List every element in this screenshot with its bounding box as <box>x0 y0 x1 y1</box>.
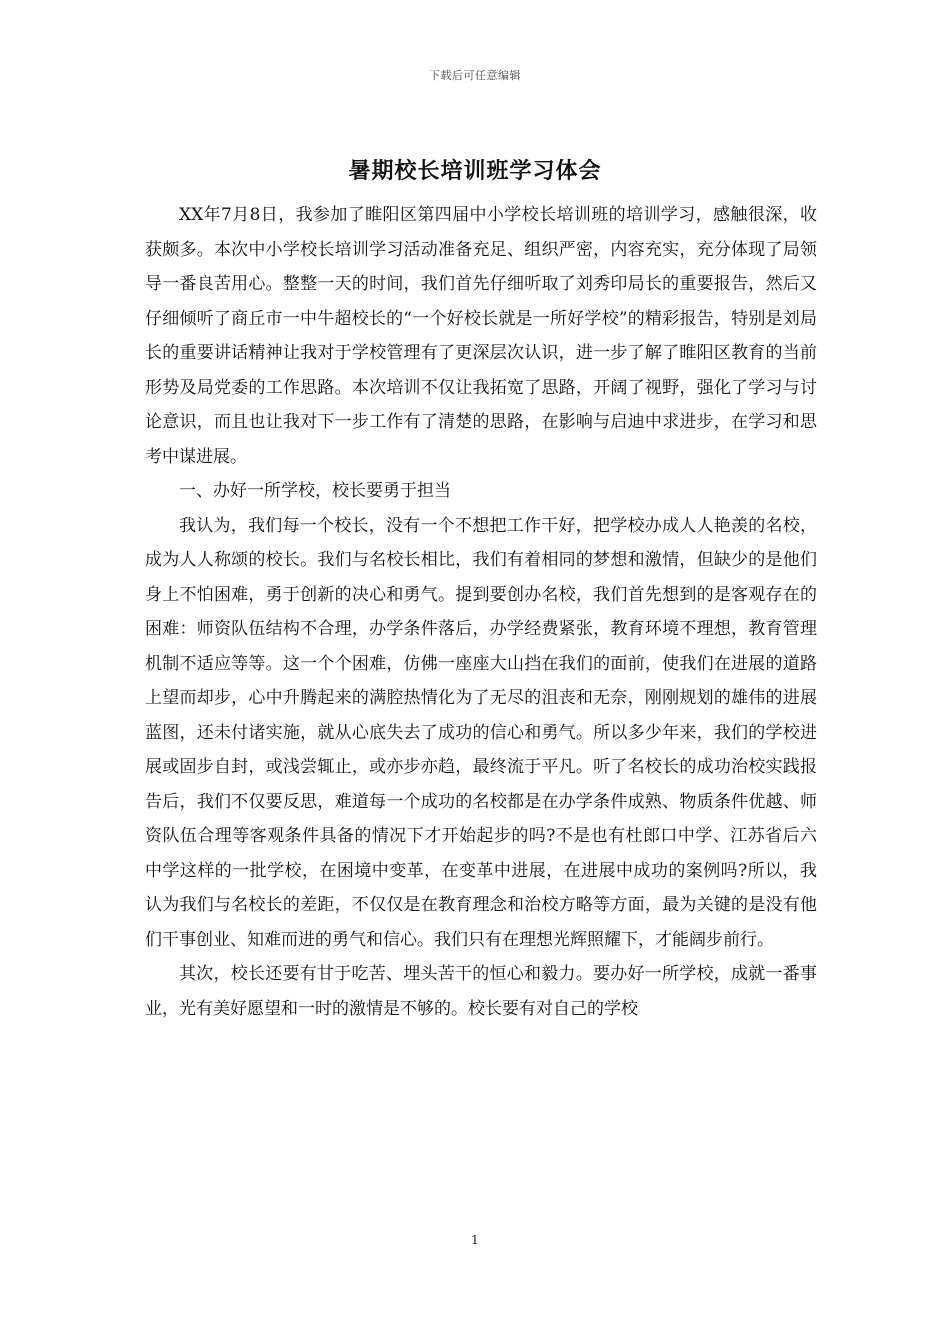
body-paragraph: 其次，校长还要有甘于吃苦、埋头苦干的恒心和毅力。要办好一所学校，成就一番事业，光有美好愿望和一时的激情是不够的。校长要有对自己的学校 <box>145 964 817 1019</box>
document-body <box>145 198 817 1026</box>
body-paragraph: XX年7月8日，我参加了睢阳区第四届中小学校长培训班的培训学习，感触很深，收获颇多。本次中小学校长培训学习活动准备充足、组织严密，内容充实，充分体现了局领导一番良苦用心。整整一天的时间，我们首先仔细听取了刘秀印局长的重要报告，然后又仔细倾听了商丘市一中牛超校长的“一个好校长就是一所好学校”的精彩报告，特别是刘局长的重要讲话精神让我对于学校管理有了更深层次认识，进一步了解了睢阳区教育的当前形势及局党委的工作思路。本次培训不仅让我拓宽了思路，开阔了视野，强化了学习与讨论意识，而且也让我对下一步工作有了清楚的思路，在影响与启迪中求进步，在学习和思考中谋进展。 <box>145 205 817 467</box>
body-paragraph: 我认为，我们每一个校长，没有一个不想把工作干好，把学校办成人人艳羡的名校，成为人人称颂的校长。我们与名校长相比，我们有着相同的梦想和激情，但缺少的是他们身上不怕困难，勇于创新的决心和勇气。提到要创办名校，我们首先想到的是客观存在的困难：师资队伍结构不合理，办学条件落后，办学经费紧张，教育环境不理想，教育管理机制不适应等等。这一个个困难，仿佛一座座大山挡在我们的面前，使我们在进展的道路上望而却步，心中升腾起来的满腔热情化为了无尽的沮丧和无奈，刚刚规划的雄伟的进展蓝图，还未付诸实施，就从心底失去了成功的信心和勇气。所以多少年来，我们的学校进展或固步自封，或浅尝辄止，或亦步亦趋，最终流于平凡。听了名校长的成功治校实践报告后，我们不仅要反思，难道每一个成功的名校都是在办学条件成熟、物质条件优越、师资队伍合理等客观条件具备的情况下才开始起步的吗?不是也有杜郎口中学、江苏省后六中学这样的一批学校，在困境中变革，在变革中进展，在进展中成功的案例吗?所以，我认为我们与名校长的差距，不仅仅是在教育理念和治校方略等方面，最为关键的是没有他们干事创业、知难而进的勇气和信心。我们只有在理想光辉照耀下，才能阔步前行。 <box>145 515 817 950</box>
document-title: 暑期校长培训班学习体会 <box>348 158 602 184</box>
page-number: 1 <box>471 1233 479 1247</box>
header-note: 下载后可任意编辑 <box>429 69 521 82</box>
section-heading: 一、办好一所学校，校长要勇于担当 <box>179 481 451 501</box>
